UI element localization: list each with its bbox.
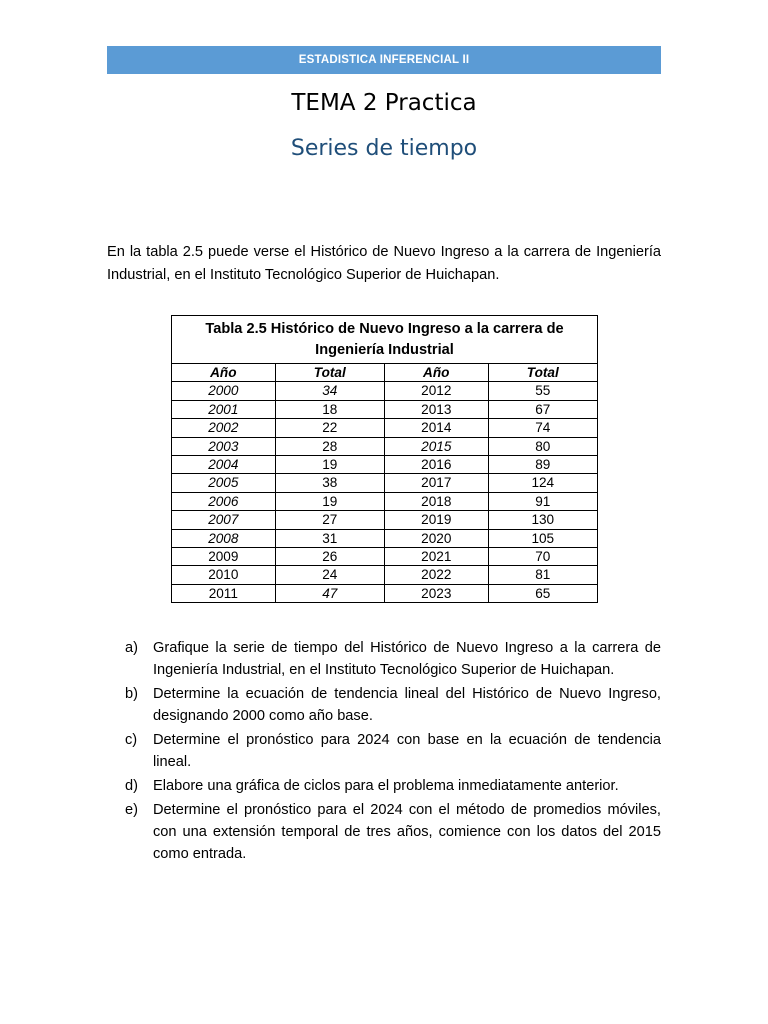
total-cell: 34	[275, 382, 384, 400]
question-text: Determine el pronóstico para 2024 con base en la ecuación de tendencia lineal.	[153, 732, 661, 770]
intro-paragraph: En la tabla 2.5 puede verse el Histórico de Nuevo Ingreso a la carrera de Ingeniería Industrial, en el Instituto Tecnológico Superior de Huichapan.	[107, 243, 661, 283]
year-cell: 2006	[172, 492, 276, 510]
table-row	[172, 437, 598, 455]
year-cell: 2007	[172, 511, 276, 529]
year-cell: 2018	[384, 492, 488, 510]
table-row	[172, 529, 598, 547]
table-row	[172, 511, 598, 529]
question-letter: d)	[125, 778, 138, 794]
year-cell: 2000	[172, 382, 276, 400]
question-item	[125, 683, 661, 727]
total-cell: 31	[275, 529, 384, 547]
year-cell: 2017	[384, 474, 488, 492]
total-cell: 27	[275, 511, 384, 529]
total-cell: 81	[488, 566, 597, 584]
total-cell: 19	[275, 456, 384, 474]
year-cell: 2021	[384, 548, 488, 566]
year-cell: 2016	[384, 456, 488, 474]
year-cell: 2002	[172, 419, 276, 437]
table-row	[172, 382, 598, 400]
total-cell: 89	[488, 456, 597, 474]
total-cell: 28	[275, 437, 384, 455]
total-cell: 38	[275, 474, 384, 492]
year-cell: 2009	[172, 548, 276, 566]
total-cell: 70	[488, 548, 597, 566]
year-cell: 2023	[384, 584, 488, 602]
total-cell: 55	[488, 382, 597, 400]
question-text: Grafique la serie de tiempo del Histórico de Nuevo Ingreso a la carrera de Ingeniería Industrial, en el Instituto Tecnológico Superior de Huichapan.	[153, 640, 661, 678]
table-row	[172, 419, 598, 437]
total-cell: 19	[275, 492, 384, 510]
question-item	[125, 729, 661, 773]
total-cell: 22	[275, 419, 384, 437]
year-cell: 2004	[172, 456, 276, 474]
course-header-bar	[107, 46, 661, 74]
total-cell: 18	[275, 400, 384, 418]
question-item	[125, 799, 661, 865]
year-cell: 2005	[172, 474, 276, 492]
question-letter: e)	[125, 802, 138, 818]
total-cell: 91	[488, 492, 597, 510]
page-subtitle: Series de tiempo	[290, 136, 478, 161]
table-caption: Tabla 2.5 Histórico de Nuevo Ingreso a la carrera de Ingeniería Industrial	[172, 316, 598, 364]
table-row	[172, 584, 598, 602]
question-letter: c)	[125, 732, 138, 748]
question-letter: a)	[125, 640, 138, 656]
table-row	[172, 400, 598, 418]
course-name: ESTADISTICA INFERENCIAL II	[298, 54, 470, 66]
year-cell: 2014	[384, 419, 488, 437]
table-row	[172, 456, 598, 474]
question-item	[125, 637, 661, 681]
page-title: TEMA 2 Practica	[291, 90, 477, 116]
question-text: Elabore una gráfica de ciclos para el problema inmediatamente anterior.	[153, 778, 619, 794]
total-cell: 105	[488, 529, 597, 547]
total-cell: 65	[488, 584, 597, 602]
year-cell: 2015	[384, 437, 488, 455]
total-cell: 130	[488, 511, 597, 529]
enrollment-table	[171, 315, 598, 603]
year-cell: 2001	[172, 400, 276, 418]
table-row	[172, 566, 598, 584]
column-header-total-b: Total	[488, 364, 597, 382]
table-row	[172, 548, 598, 566]
year-cell: 2010	[172, 566, 276, 584]
column-header-year-b: Año	[384, 364, 488, 382]
column-header-total-a: Total	[275, 364, 384, 382]
total-cell: 67	[488, 400, 597, 418]
year-cell: 2011	[172, 584, 276, 602]
total-cell: 26	[275, 548, 384, 566]
year-cell: 2020	[384, 529, 488, 547]
question-text: Determine el pronóstico para el 2024 con el método de promedios móviles, con una extensión temporal de tres años, comience con los datos del 2015 como entrada.	[153, 802, 661, 862]
total-cell: 124	[488, 474, 597, 492]
question-item	[125, 775, 661, 797]
table-row	[172, 474, 598, 492]
total-cell: 47	[275, 584, 384, 602]
year-cell: 2008	[172, 529, 276, 547]
total-cell: 24	[275, 566, 384, 584]
column-header-year-a: Año	[172, 364, 276, 382]
question-list	[125, 637, 661, 867]
year-cell: 2019	[384, 511, 488, 529]
table-header-row	[172, 364, 598, 382]
year-cell: 2012	[384, 382, 488, 400]
year-cell: 2022	[384, 566, 488, 584]
table-row	[172, 492, 598, 510]
total-cell: 80	[488, 437, 597, 455]
year-cell: 2003	[172, 437, 276, 455]
year-cell: 2013	[384, 400, 488, 418]
table-caption-row	[172, 316, 598, 364]
total-cell: 74	[488, 419, 597, 437]
question-text: Determine la ecuación de tendencia lineal del Histórico de Nuevo Ingreso, designando 2000 como año base.	[153, 686, 661, 724]
question-letter: b)	[125, 686, 138, 702]
